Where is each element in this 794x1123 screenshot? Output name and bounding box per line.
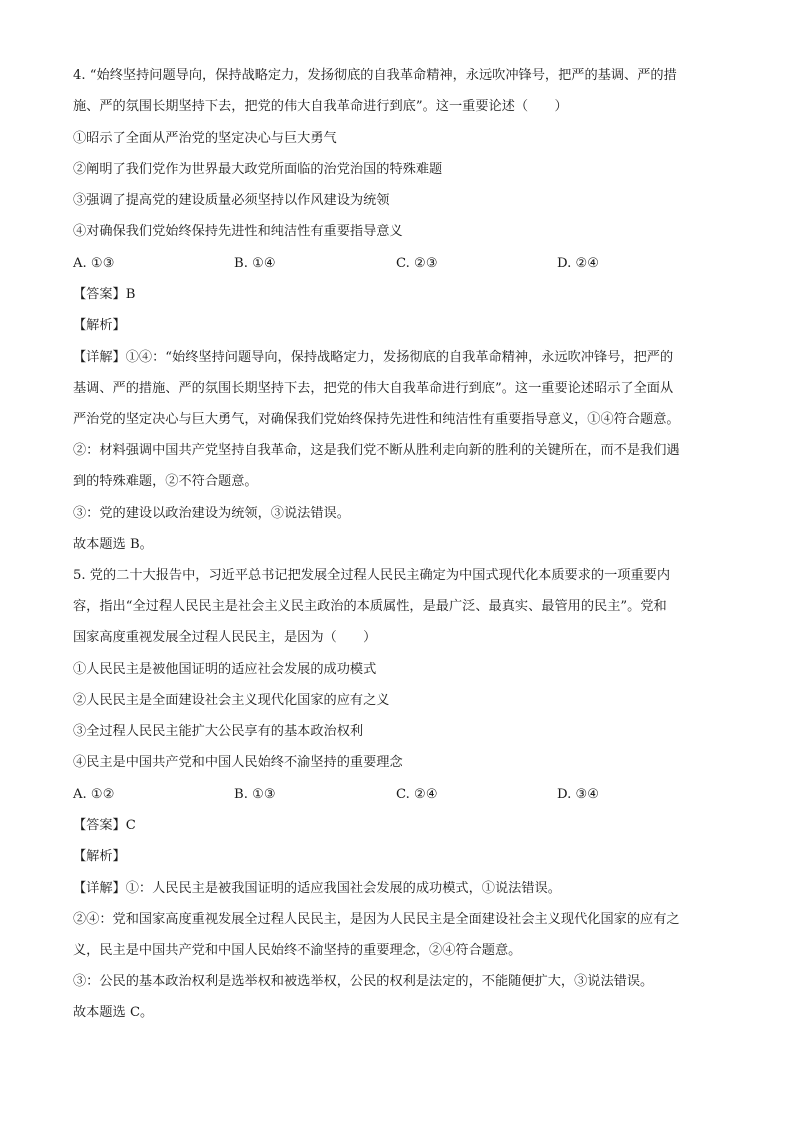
q5-option-c: C. ②④	[396, 787, 438, 802]
q5-stem-line3: 国家高度重视发展全过程人民民主，是因为（ ）	[73, 630, 377, 645]
q5-detail-3: 义，民主是中国共产党和中国人民始终不渝坚持的重要理念，②④符合题意。	[73, 943, 522, 958]
q5-option-a: A. ①②	[73, 787, 115, 802]
q5-option-d: D. ③④	[557, 787, 600, 802]
q4-conclusion: 故本题选 B。	[73, 537, 153, 552]
q5-item-1: ①人民民主是被他国证明的适应社会发展的成功模式	[73, 662, 377, 677]
q4-item-4: ④对确保我们党始终保持先进性和纯洁性有重要指导意义	[73, 224, 403, 239]
q4-answer: 【答案】B	[73, 287, 136, 302]
q5-stem-line1: 5. 党的二十大报告中，习近平总书记把发展全过程人民民主确定为中国式现代化本质要求的一项重要内	[73, 568, 671, 583]
q4-item-2: ②阐明了我们党作为世界最大政党所面临的治党治国的特殊难题	[73, 162, 443, 177]
q4-analysis-label: 【解析】	[73, 318, 126, 333]
q5-detail-4: ③：公民的基本政治权利是选举权和被选举权，公民的权利是法定的，不能随便扩大，③说法错误。	[73, 974, 654, 989]
q4-detail-1: 【详解】①④：“始终坚持问题导向，保持战略定力，发扬彻底的自我革命精神，永远吹冲锋号，把严的	[73, 350, 674, 365]
q4-option-c: C. ②③	[396, 256, 438, 271]
q5-item-4: ④民主是中国共产党和中国人民始终不渝坚持的重要理念	[73, 755, 403, 770]
q4-detail-4: ②：材料强调中国共产党坚持自我革命，这是我们党不断从胜利走向新的胜利的关键所在，而不是我们遇	[73, 443, 680, 458]
q4-option-a: A. ①③	[73, 256, 115, 271]
q5-conclusion: 故本题选 C。	[73, 1005, 154, 1020]
q4-detail-3: 严治党的坚定决心与巨大勇气，对确保我们党始终保持先进性和纯洁性有重要指导意义，①④符合题意。	[73, 412, 680, 427]
q4-option-d: D. ②④	[557, 256, 600, 271]
q4-detail-6: ③：党的建设以政治建设为统领，③说法错误。	[73, 506, 350, 521]
q5-option-b: B. ①③	[234, 787, 276, 802]
q4-item-3: ③强调了提高党的建设质量必须坚持以作风建设为统领	[73, 193, 390, 208]
q4-detail-2: 基调、严的措施、严的氛围长期坚持下去，把党的伟大自我革命进行到底”。这一重要论述昭示了全面从	[73, 381, 674, 396]
q4-stem-line2: 施、严的氛围长期坚持下去，把党的伟大自我革命进行到底”。这一重要论述（ ）	[73, 99, 568, 114]
q5-detail-1: 【详解】①：人民民主是被我国证明的适应我国社会发展的成功模式，①说法错误。	[73, 881, 561, 896]
q5-item-3: ③全过程人民民主能扩大公民享有的基本政治权利	[73, 724, 364, 739]
q4-detail-5: 到的特殊难题，②不符合题意。	[73, 474, 258, 489]
q5-stem-line2: 容，指出“全过程人民民主是社会主义民主政治的本质属性，是最广泛、最真实、最管用的民主”。党和	[73, 599, 667, 614]
q5-answer: 【答案】C	[73, 818, 136, 833]
q5-item-2: ②人民民主是全面建设社会主义现代化国家的应有之义	[73, 693, 390, 708]
q4-item-1: ①昭示了全面从严治党的坚定决心与巨大勇气	[73, 131, 337, 146]
q5-detail-2: ②④：党和国家高度重视发展全过程人民民主，是因为人民民主是全面建设社会主义现代化国家的应有之	[73, 912, 680, 927]
q5-analysis-label: 【解析】	[73, 849, 126, 864]
q4-stem-line1: 4. “始终坚持问题导向，保持战略定力，发扬彻底的自我革命精神，永远吹冲锋号，把严的基调、严的措	[73, 68, 677, 83]
q4-option-b: B. ①④	[234, 256, 276, 271]
